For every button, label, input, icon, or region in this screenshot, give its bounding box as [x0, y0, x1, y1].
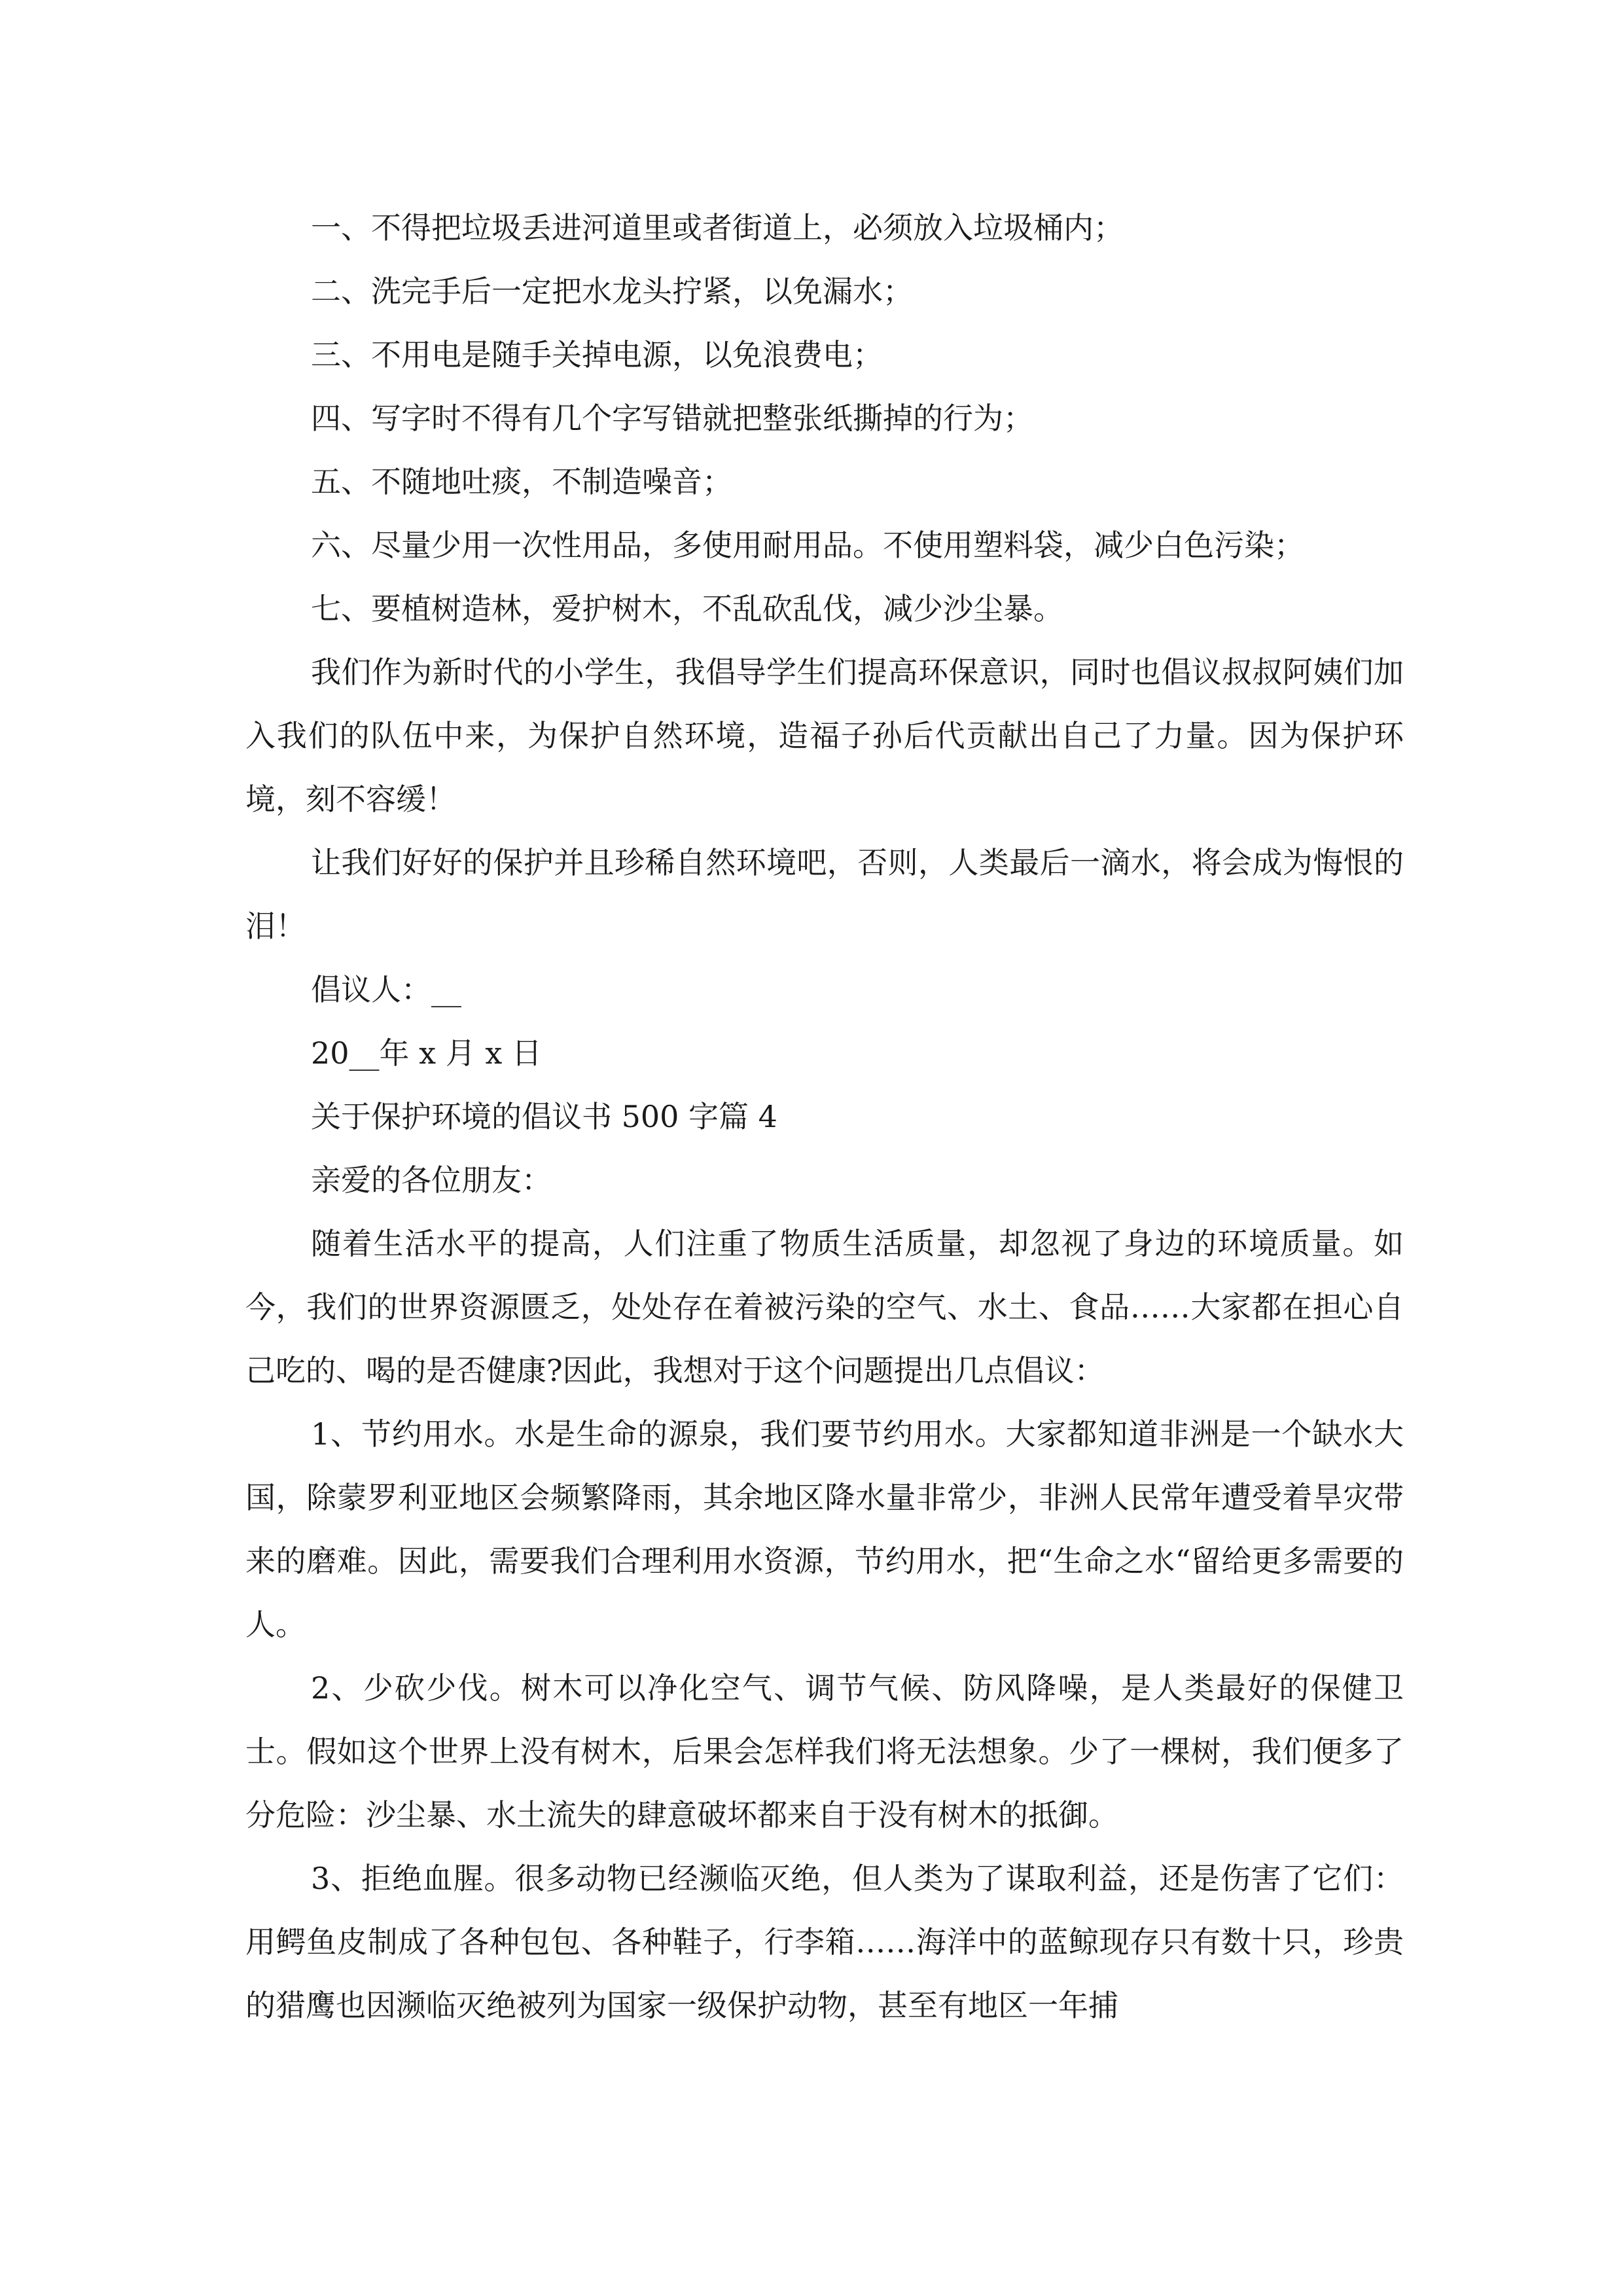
list-item-7: 七、要植树造林，爱护树木，不乱砍乱伐，减少沙尘暴。 — [311, 591, 1063, 626]
list-item-2: 二、洗完手后一定把水龙头拧紧，以免漏水； — [311, 274, 913, 309]
list-item-6: 六、尽量少用一次性用品，多使用耐用品。不使用塑料袋，减少白色污染； — [311, 528, 1304, 563]
salutation: 亲爱的各位朋友： — [311, 1162, 552, 1198]
section-title: 关于保护环境的倡议书 500 字篇 4 — [311, 1099, 777, 1134]
proposal-item-1: 1、节约用水。水是生命的源泉，我们要节约用水。大家都知道非洲是一个缺水大国，除蒙罗利亚地区会频繁降雨，其余地区降水量非常少，非洲人民常年遭受着旱灾带来的磨难。因此，需要我们合理利用水资源，节约用水，把“生命之水“留给更多需要的人。 — [245, 1416, 1404, 1642]
list-item-4: 四、写字时不得有几个字写错就把整张纸撕掉的行为； — [311, 401, 1033, 436]
list-item-1: 一、不得把垃圾丢进河道里或者街道上，必须放入垃圾桶内； — [311, 210, 1124, 245]
body-paragraph: 我们作为新时代的小学生，我倡导学生们提高环保意识，同时也倡议叔叔阿姨们加入我们的队伍中来，为保护自然环境，造福子孙后代贡献出自己了力量。因为保护环境，刻不容缓！ — [245, 655, 1404, 817]
body-paragraph: 随着生活水平的提高，人们注重了物质生活质量，却忽视了身边的环境质量。如今，我们的世界资源匮乏，处处存在着被污染的空气、水土、食品……大家都在担心自己吃的、喝的是否健康?因此，我想对于这个问题提出几点倡议： — [245, 1226, 1404, 1388]
proposal-item-3: 3、拒绝血腥。很多动物已经濒临灭绝，但人类为了谋取利益，还是伤害了它们：用鳄鱼皮制成了各种包包、各种鞋子，行李箱……海洋中的蓝鲸现存只有数十只，珍贵的猎鹰也因濒临灭绝被列为国家一级保护动物，甚至有地区一年捕 — [245, 1861, 1404, 2023]
signature-line: 倡议人：__ — [311, 972, 461, 1007]
list-item-3: 三、不用电是随手关掉电源，以免浪费电； — [311, 337, 883, 372]
body-paragraph: 让我们好好的保护并且珍稀自然环境吧，否则，人类最后一滴水，将会成为悔恨的泪！ — [245, 845, 1404, 944]
list-item-5: 五、不随地吐痰，不制造噪音； — [311, 464, 732, 499]
date-line: 20__年 x 月 x 日 — [311, 1035, 542, 1071]
proposal-item-2: 2、少砍少伐。树木可以净化空气、调节气候、防风降噪，是人类最好的保健卫士。假如这个世界上没有树木，后果会怎样我们将无法想象。少了一棵树，我们便多了分危险：沙尘暴、水土流失的肆意破坏都来自于没有树木的抵御。 — [245, 1670, 1404, 1833]
document-body — [245, 196, 1404, 2037]
